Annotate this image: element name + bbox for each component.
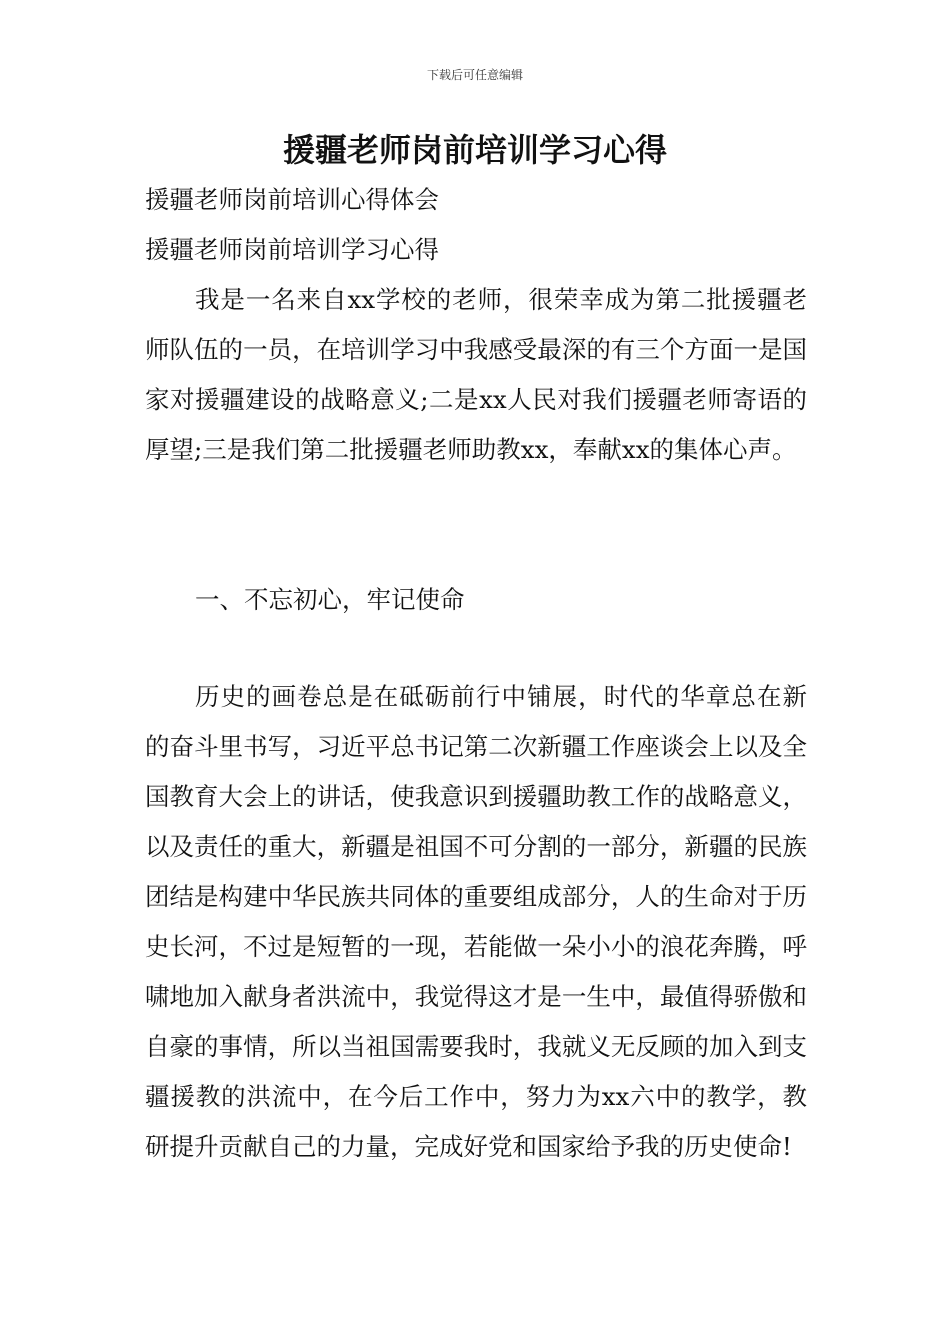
subtitle-1: 援疆老师岗前培训心得体会: [145, 185, 439, 214]
section-heading: 一、不忘初心，牢记使命: [195, 585, 465, 614]
header-note: 下载后可任意编辑: [426, 68, 523, 82]
paragraph-history: 历史的画卷总是在砥砺前行中铺展，时代的华章总在新的奋斗里书写，习近平总书记第二次新疆工作座谈会上以及全国教育大会上的讲话，使我意识到援疆助教工作的战略意义，以及责任的重大，新疆是祖国不可分割的一部分，新疆的民族团结是构建中华民族共同体的重要组成部分，人的生命对于历史长河，不过是短暂的一现，若能做一朵小小的浪花奔腾，呼啸地加入献身者洪流中，我觉得这才是一生中，最值得骄傲和自豪的事情，所以当祖国需要我时，我就义无反顾的加入到支疆援教的洪流中，在今后工作中，努力为xx六中的教学，教研提升贡献自己的力量，完成好党和国家给予我的历史使命!: [145, 682, 807, 1161]
document-title: 援疆老师岗前培训学习心得: [282, 131, 667, 169]
paragraph-intro: 我是一名来自xx学校的老师，很荣幸成为第二批援疆老师队伍的一员，在培训学习中我感受最深的有三个方面一是国家对援疆建设的战略意义;二是xx人民对我们援疆老师寄语的厚望;三是我们第二批援疆老师助教xx，奉献xx的集体心声。: [145, 285, 807, 464]
subtitle-2: 援疆老师岗前培训学习心得: [145, 235, 439, 264]
